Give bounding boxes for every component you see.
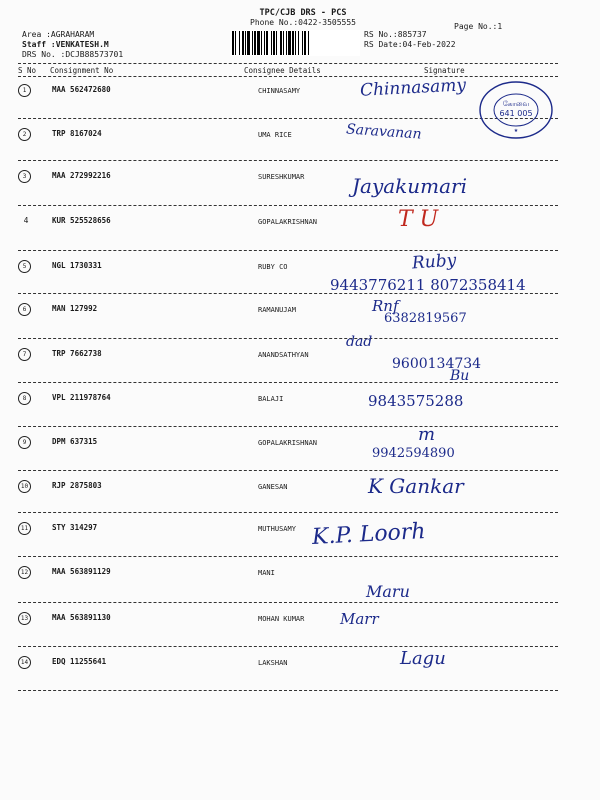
row-divider: [18, 205, 558, 206]
row-serial-number: 1: [18, 84, 31, 97]
row-serial-number: 3: [18, 170, 31, 183]
row-serial-number: 6: [18, 303, 31, 316]
staff-label: Staff :: [22, 40, 56, 49]
handwritten-phone-number: 9843575288: [368, 392, 464, 410]
consignment-number: STY 314297: [52, 523, 98, 532]
row-serial-number: 13: [18, 612, 31, 625]
row-divider: [18, 556, 558, 557]
row-serial-number: 9: [18, 436, 31, 449]
row-serial-number: 14: [18, 656, 31, 669]
consignment-number: MAA 563891130: [52, 613, 111, 622]
row-serial-number: 4: [23, 216, 29, 225]
row-divider: [18, 160, 558, 161]
row-divider: [18, 426, 558, 427]
handwritten-phone-number: 9443776211 8072358414: [330, 276, 526, 294]
handwritten-signature: Ruby: [411, 250, 457, 274]
handwritten-signature: K Gankar: [368, 474, 464, 498]
column-sno: S No: [18, 66, 37, 75]
handwritten-signature: Maru: [366, 582, 410, 601]
page-number: Page No.:1: [454, 22, 503, 31]
consignment-number: MAN 127992: [52, 304, 98, 313]
consignment-number: VPL 211978764: [52, 393, 111, 402]
svg-text:★: ★: [513, 126, 519, 134]
row-serial-number: 5: [18, 260, 31, 273]
handwritten-signature: K.P. Loorh: [311, 519, 427, 550]
rs-date: RS Date:04-Feb-2022: [364, 40, 456, 49]
row-serial-number: 11: [18, 522, 31, 535]
consignee-name: MANI: [258, 569, 275, 577]
consignee-name: RUBY CO: [258, 263, 288, 271]
handwritten-phone-number: 9600134734: [392, 356, 482, 372]
handwritten-signature: Marr: [340, 610, 379, 628]
column-divider: [18, 76, 558, 77]
consignee-name: MOHAN KUMAR: [258, 615, 305, 623]
consignment-number: MAA 563891129: [52, 567, 111, 576]
stamp-pincode: 641 005: [499, 109, 533, 118]
consignment-number: DPM 637315: [52, 437, 98, 446]
consignment-number: TRP 7662738: [52, 349, 102, 358]
column-consignment: Consignment No: [50, 66, 114, 75]
consignee-name: SURESHKUMAR: [258, 173, 305, 181]
consignee-name: LAKSHAN: [258, 659, 288, 667]
office-title: TPC/CJB DRS - PCS: [259, 8, 347, 18]
handwritten-phone-number: 6382819567: [384, 311, 467, 326]
row-serial-number: 10: [18, 480, 31, 493]
header-center: [218, 8, 388, 28]
consignment-number: KUR 525528656: [52, 216, 111, 225]
row-divider: [18, 250, 558, 251]
header-left: [22, 30, 123, 60]
handwritten-signature: m: [418, 424, 436, 445]
consignee-name: ANANDSATHYAN: [258, 351, 309, 359]
phone-number: Phone No.:0422-3505555: [250, 18, 356, 27]
handwritten-signature: dad: [346, 334, 373, 350]
consignment-number: MAA 272992216: [52, 171, 111, 180]
row-divider: [18, 118, 558, 119]
consignee-name: CHINNASAMY: [258, 87, 301, 95]
row-divider: [18, 293, 558, 294]
staff-name: VENKATESH.M: [55, 40, 109, 49]
consignment-number: MAA 562472680: [52, 85, 111, 94]
consignment-number: NGL 1730331: [52, 261, 102, 270]
row-divider: [18, 470, 558, 471]
consignment-number: RJP 2875803: [52, 481, 102, 490]
consignee-name: MUTHUSAMY: [258, 525, 296, 533]
handwritten-signature: Bu: [450, 368, 470, 384]
consignee-name: GOPALAKRISHNAN: [258, 439, 318, 447]
row-serial-number: 2: [18, 128, 31, 141]
handwritten-phone-number: 9942594890: [372, 446, 455, 461]
post-office-stamp: [478, 80, 554, 140]
row-divider: [18, 646, 558, 647]
handwritten-signature: Lagu: [400, 648, 446, 669]
row-serial-number: 12: [18, 566, 31, 579]
handwritten-signature: Jayakumari: [352, 174, 468, 198]
column-signature: Signature: [424, 66, 465, 75]
row-divider: [18, 382, 558, 383]
column-consignee: Consignee Details: [244, 66, 321, 75]
drs-number: DRS No. :DCJB88573701: [22, 50, 124, 59]
consignee-name: BALAJI: [258, 395, 284, 403]
rs-number: RS No.:885737: [364, 30, 427, 39]
header-right: [364, 30, 456, 50]
row-divider: [18, 512, 558, 513]
handwritten-signature: Rnf: [372, 297, 399, 315]
row-divider: [18, 602, 558, 603]
consignee-name: GOPALAKRISHNAN: [258, 218, 318, 226]
row-divider: [18, 338, 558, 339]
handwritten-signature: Saravanan: [345, 121, 423, 143]
consignee-name: UMA RICE: [258, 131, 292, 139]
consignee-name: GANESAN: [258, 483, 288, 491]
row-divider: [18, 690, 558, 691]
area: Area :AGRAHARAM: [22, 30, 95, 39]
consignee-name: RAMANUJAM: [258, 306, 296, 314]
barcode: [230, 30, 360, 56]
consignment-number: EDQ 11255641: [52, 657, 107, 666]
consignment-number: TRP 8167024: [52, 129, 102, 138]
row-serial-number: 8: [18, 392, 31, 405]
handwritten-signature: T U: [398, 207, 439, 232]
header-divider: [18, 63, 558, 64]
row-serial-number: 7: [18, 348, 31, 361]
handwritten-signature: Chinnasamy: [359, 75, 467, 101]
svg-text:கோவை: கோவை: [502, 100, 530, 108]
